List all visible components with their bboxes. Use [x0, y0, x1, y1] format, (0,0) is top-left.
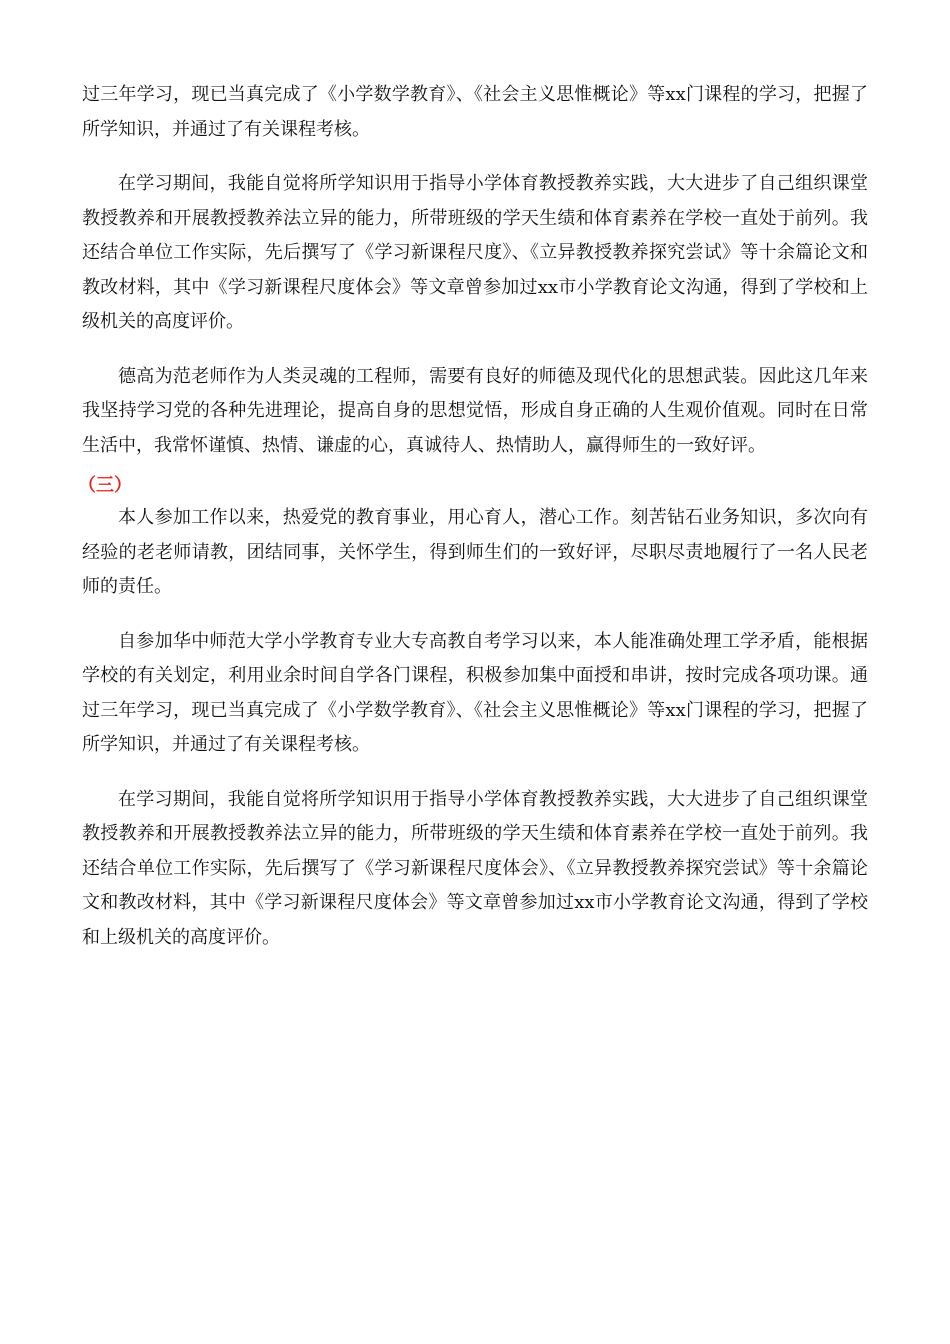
paragraph-teacher-ethics: 德高为范老师作为人类灵魂的工程师，需要有良好的师德及现代化的思想武装。因此这几年来我坚持学习党的各种先进理论，提高自身的思想觉悟，形成自身正确的人生观价值观。同时在日常生活中，我常怀谨慎、热情、谦虚的心，真诚待人、热情助人，赢得师生的一致好评。: [82, 365, 868, 456]
section-heading: （三）: [78, 475, 132, 496]
paragraph-work-attitude: 本人参加工作以来，热爱党的教育事业，用心育人，潜心工作。刻苦钻石业务知识，多次向有经验的老老师请教，团结同事，关怀学生，得到师生们的一致好评，尽职尽责地履行了一名人民老师的责任。: [82, 507, 868, 597]
paragraph-study-practice: 在学习期间，我能自觉将所学知识用于指导小学体育教授教养实践，大大进步了自己组织课堂教授教养和开展教授教养法立异的能力，所带班级的学天生绩和体育素养在学校一直处于前列。我还结合单位工作实际，先后撰写了《学习新课程尺度》、《立异教授教养探究尝试》等十余篇论文和教改材料，其中《学习新课程尺度体会》等文章曾参加过xx市小学教育论文沟通，得到了学校和上级机关的高度评价。: [82, 173, 868, 332]
paragraph-continued: 过三年学习，现已当真完成了《小学数学教育》、《社会主义思惟概论》等xx门课程的学习，把握了所学知识，并通过了有关课程考核。: [82, 84, 868, 140]
paragraph-self-study: 自参加华中师范大学小学教育专业大专高教自考学习以来，本人能准确处理工学矛盾，能根据学校的有关划定，利用业余时间自学各门课程，积极参加集中面授和串讲，按时完成各项功课。通过三年学习，现已当真完成了《小学数学教育》、《社会主义思惟概论》等xx门课程的学习，把握了所学知识，并通过了有关课程考核。: [82, 630, 868, 755]
paragraph-study-practice-2: 在学习期间，我能自觉将所学知识用于指导小学体育教授教养实践，大大进步了自己组织课堂教授教养和开展教授教养法立异的能力，所带班级的学天生绩和体育素养在学校一直处于前列。我还结合单位工作实际，先后撰写了《学习新课程尺度体会》、《立异教授教养探究尝试》等十余篇论文和教改材料，其中《学习新课程尺度体会》等文章曾参加过xx市小学教育论文沟通，得到了学校和上级机关的高度评价。: [82, 788, 868, 948]
document-page: [78, 78, 868, 975]
